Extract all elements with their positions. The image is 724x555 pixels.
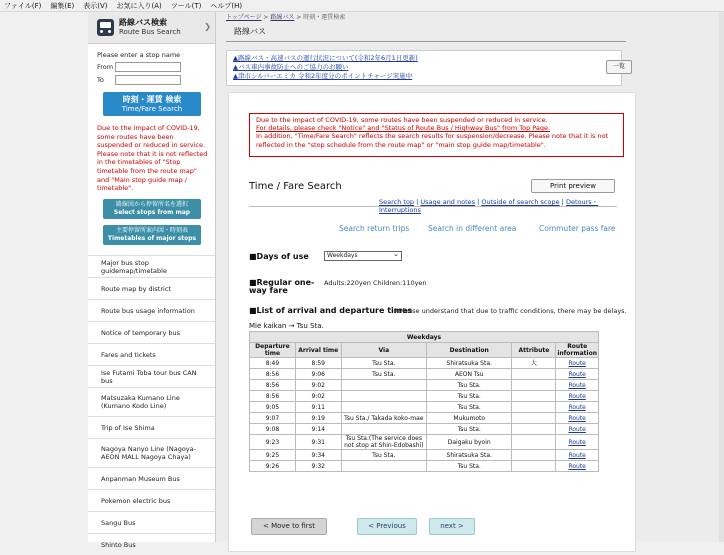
sidebar-link[interactable]: Major bus stop guidemap/timetable <box>88 255 215 277</box>
column-header: Via <box>341 343 426 358</box>
menu-item[interactable]: ツール(T) <box>170 1 202 10</box>
tab-search-return-trips[interactable]: Search return trips <box>339 224 410 233</box>
from-label: From <box>97 63 114 71</box>
stop-prompt: Please enter a stop name <box>97 51 181 59</box>
sidebar-link[interactable]: Fares and tickets <box>88 343 215 365</box>
major-button-jp: 主要停留所案内図・時刻表 <box>115 226 188 234</box>
route-link[interactable]: Route <box>568 414 586 422</box>
table-cell: Tsu Sta. <box>426 380 511 391</box>
column-header: Destination <box>426 343 511 358</box>
route-link[interactable]: Route <box>568 381 586 389</box>
major-button-en: Timetables of major stops <box>107 234 197 242</box>
table-cell: Tsu Sta. <box>426 424 511 435</box>
table-row <box>250 369 599 380</box>
divider <box>249 206 617 207</box>
table-cell <box>512 413 556 424</box>
table-cell: Mukumoto <box>426 413 511 424</box>
table-cell <box>556 402 599 413</box>
table-cell: 9:11 <box>295 402 341 413</box>
table-cell: 9:02 <box>295 380 341 391</box>
sidebar-link[interactable]: Sangu Bus <box>88 511 215 533</box>
search-result-panel <box>228 92 636 552</box>
table-cell <box>556 358 599 369</box>
table-cell: 8:59 <box>295 358 341 369</box>
menu-item[interactable]: 編集(E) <box>50 1 75 10</box>
table-cell: 8:49 <box>250 358 296 369</box>
route-link[interactable]: Route <box>568 462 586 470</box>
route-link[interactable]: Route <box>568 438 586 446</box>
page-header <box>226 22 626 42</box>
sidebar-link[interactable]: Notice of temporary bus <box>88 321 215 343</box>
table-cell: 9:08 <box>250 424 296 435</box>
table-cell <box>556 391 599 402</box>
next-button[interactable]: next > <box>429 518 475 535</box>
sidebar-link[interactable]: Ise Futami Toba tour bus CAN bus <box>88 365 215 387</box>
sidebar-header <box>88 12 215 44</box>
table-cell: Tsu Sta./ Takada koko-mae <box>341 413 426 424</box>
table-row <box>250 380 599 391</box>
table-cell <box>512 402 556 413</box>
table-cell <box>341 402 426 413</box>
table-cell: 9:19 <box>295 413 341 424</box>
sub-navigation: Search top | Usage and notes | Outside of search scope | Detours・Interruptions <box>379 198 599 214</box>
table-cell: 9:06 <box>295 369 341 380</box>
alert-line <box>256 124 617 132</box>
table-cell: 8:56 <box>250 380 296 391</box>
sidebar <box>88 12 216 549</box>
search-button-en: Time/Fare Search <box>121 105 183 113</box>
menu-item[interactable]: ヘルプ(H) <box>210 1 243 10</box>
table-row <box>250 435 599 450</box>
sidebar-links <box>88 255 215 555</box>
covid-alert <box>249 113 624 157</box>
menu-item[interactable]: 表示(V) <box>83 1 108 10</box>
main-content <box>216 12 636 542</box>
route-link[interactable]: Route <box>568 370 586 378</box>
table-cell <box>512 391 556 402</box>
route-link[interactable]: Route <box>568 451 586 459</box>
previous-button[interactable]: < Previous <box>357 518 417 535</box>
breadcrumb <box>226 12 345 21</box>
table-cell <box>556 435 599 450</box>
covid-note: Due to the impact of COVID-19, some routes have been suspended or reduced in service. Please note that it is not reflected in the timetables of "Stop timetable from the route map" and "Main stop guide map / timetable". <box>97 124 208 193</box>
column-header: Departure time <box>250 343 296 358</box>
to-label: To <box>97 76 104 84</box>
sidebar-link[interactable]: Matsuzaka Kumano Line (Kumano Kodo Line) <box>88 387 215 416</box>
scrollbar[interactable] <box>719 12 724 542</box>
notice-link[interactable]: ▲路線バス・高速バスの運行状況について(令和2年6月1日更新) <box>233 54 418 62</box>
table-row <box>250 461 599 472</box>
table-cell: Daigaku byoin <box>426 435 511 450</box>
subnav-link[interactable]: Search top <box>379 198 415 206</box>
list-label: ■List of arrival and departure times <box>249 306 413 315</box>
table-cell: Shiratsuka Sta. <box>426 358 511 369</box>
notice-box <box>226 50 622 86</box>
table-cell <box>512 380 556 391</box>
sidebar-link[interactable]: Route bus usage information <box>88 299 215 321</box>
table-cell <box>512 435 556 450</box>
table-cell: 9:02 <box>295 391 341 402</box>
to-input[interactable] <box>115 75 181 85</box>
table-cell: Tsu Sta. <box>426 391 511 402</box>
table-cell: 9:32 <box>295 461 341 472</box>
table-cell: Tsu Sta. <box>341 450 426 461</box>
table-row <box>250 424 599 435</box>
subnav-link[interactable]: Usage and notes <box>420 198 476 206</box>
list-note: ※Please understand that due to traffic conditions, there may be delays. <box>393 307 627 315</box>
stop-search-form <box>88 44 215 85</box>
tab-search-different-area[interactable]: Search in different area <box>428 224 517 233</box>
subnav-link[interactable]: Detours・Interruptions <box>379 198 599 214</box>
sidebar-link[interactable]: Trip of Ise Shima <box>88 416 215 438</box>
timetable <box>249 331 599 472</box>
sidebar-link[interactable]: Route map by district <box>88 277 215 299</box>
sidebar-subtitle: Route Bus Search <box>119 28 181 36</box>
table-cell <box>556 424 599 435</box>
table-group-header: Weekdays <box>250 332 599 343</box>
table-cell: 9:07 <box>250 413 296 424</box>
route-link[interactable]: Route <box>568 359 586 367</box>
breadcrumb-top[interactable]: トップページ <box>226 14 262 21</box>
table-cell <box>512 450 556 461</box>
table-row <box>250 358 599 369</box>
major-stops-timetable-button[interactable] <box>103 225 201 245</box>
chevron-right-icon[interactable]: ❯ <box>204 22 211 31</box>
bus-icon <box>97 19 114 36</box>
table-row <box>250 450 599 461</box>
table-cell: 大 <box>512 358 556 369</box>
table-cell <box>556 413 599 424</box>
table-row <box>250 402 599 413</box>
route-link[interactable]: Route <box>568 425 586 433</box>
timetable-body <box>250 358 599 472</box>
breadcrumb-sep: > <box>263 14 269 21</box>
breadcrumb-sep: > <box>296 14 302 21</box>
table-cell: 9:23 <box>250 435 296 450</box>
notice-link[interactable]: ▲津市シルバーエミカ 令和2年度分のポイントチャージ実施中 <box>233 72 413 80</box>
table-cell <box>556 380 599 391</box>
table-cell <box>556 461 599 472</box>
breadcrumb-mid[interactable]: 路線バス <box>270 14 295 21</box>
sidebar-title: 路線バス検索 <box>119 18 167 27</box>
table-cell: Tsu Sta. <box>426 461 511 472</box>
days-of-use-select[interactable]: Weekdays ⌄ <box>324 251 402 261</box>
table-cell: 8:56 <box>250 369 296 380</box>
sidebar-link[interactable]: Nagoya Nanyo Line (Nagoya-AEON MALL Nagoya Chaya) <box>88 438 215 467</box>
table-cell: Tsu Sta. <box>341 358 426 369</box>
tab-commuter-pass-fare[interactable]: Commuter pass fare <box>539 224 616 233</box>
print-preview-button[interactable]: Print preview <box>531 179 615 193</box>
table-cell <box>341 461 426 472</box>
table-cell: 9:25 <box>250 450 296 461</box>
column-header: Route information <box>557 343 597 357</box>
table-header-row <box>250 343 599 358</box>
from-input[interactable] <box>115 62 181 72</box>
table-cell <box>341 424 426 435</box>
table-cell <box>341 380 426 391</box>
sidebar-link[interactable]: Shinto Bus <box>88 533 215 555</box>
menu-bar <box>0 0 724 12</box>
table-cell: AEON Tsu <box>426 369 511 380</box>
table-cell: 9:14 <box>295 424 341 435</box>
table-cell <box>512 369 556 380</box>
table-row <box>250 413 599 424</box>
table-cell <box>556 369 599 380</box>
column-header: Attribute <box>512 343 556 358</box>
sidebar-link[interactable]: Anpanman Museum Bus <box>88 467 215 489</box>
notice-list-button[interactable]: 一覧 <box>606 60 632 74</box>
table-cell: 9:26 <box>250 461 296 472</box>
map-button-en: Select stops from map <box>113 208 191 216</box>
search-button-jp: 時刻・運賃 検索 <box>122 95 182 104</box>
table-cell: Tsu Sta. <box>341 369 426 380</box>
table-row <box>250 391 599 402</box>
page-title: 路線バス <box>234 27 266 36</box>
table-cell: 8:56 <box>250 391 296 402</box>
table-cell: 9:05 <box>250 402 296 413</box>
menu-item[interactable]: お気に入り(A) <box>116 1 162 10</box>
fare-label: ■Regular one-way fare <box>249 278 315 295</box>
alert-line: Due to the impact of COVID-19, some routes have been suspended or reduced in service. <box>256 116 548 124</box>
sidebar-link[interactable]: Pokemon electric bus <box>88 489 215 511</box>
notice-link[interactable]: ▲バス車内事故防止へのご協力のお願い <box>233 63 349 71</box>
move-to-first-button[interactable]: < Move to first <box>251 518 327 535</box>
table-cell <box>341 391 426 402</box>
days-of-use-label: ■Days of use <box>249 252 309 261</box>
table-cell: 9:31 <box>295 435 341 450</box>
table-cell <box>556 450 599 461</box>
table-cell: Tsu Sta. <box>426 402 511 413</box>
select-stops-from-map-button[interactable] <box>103 199 201 219</box>
search-title: Time / Fare Search <box>249 181 342 192</box>
route-link[interactable]: Route <box>568 392 586 400</box>
time-fare-search-button[interactable] <box>103 92 201 116</box>
map-button-jp: 路線図から停留所名を選択 <box>115 200 188 208</box>
table-cell <box>512 424 556 435</box>
table-cell: 9:34 <box>295 450 341 461</box>
fare-value: Adults:220yen Children:110yen <box>324 279 427 287</box>
table-cell: Tsu Sta.(The service does not stop at Shin-Edobashi) <box>341 435 426 450</box>
column-header: Arrival time <box>295 343 341 358</box>
menu-item[interactable]: ファイル(F) <box>4 1 42 10</box>
alert-line: In addition, "Time/Fare Search" reflects the search results for suspension/decrease. Please note that it is not reflected in the "stop schedule from the route map" or "main stop guide map/timetable". <box>256 132 609 149</box>
alert-link[interactable]: For details, please check "Notice" and "Status of Route Bus / Highway Bus" from Top Page. <box>256 124 551 133</box>
breadcrumb-current: 時刻・運賃検索 <box>303 14 346 21</box>
subnav-link[interactable]: Outside of search scope <box>481 198 560 206</box>
table-cell <box>512 461 556 472</box>
route-link[interactable]: Route <box>568 403 586 411</box>
table-cell: Shiratsuka Sta. <box>426 450 511 461</box>
route-title: Mie kaikan → Tsu Sta. <box>249 322 324 330</box>
